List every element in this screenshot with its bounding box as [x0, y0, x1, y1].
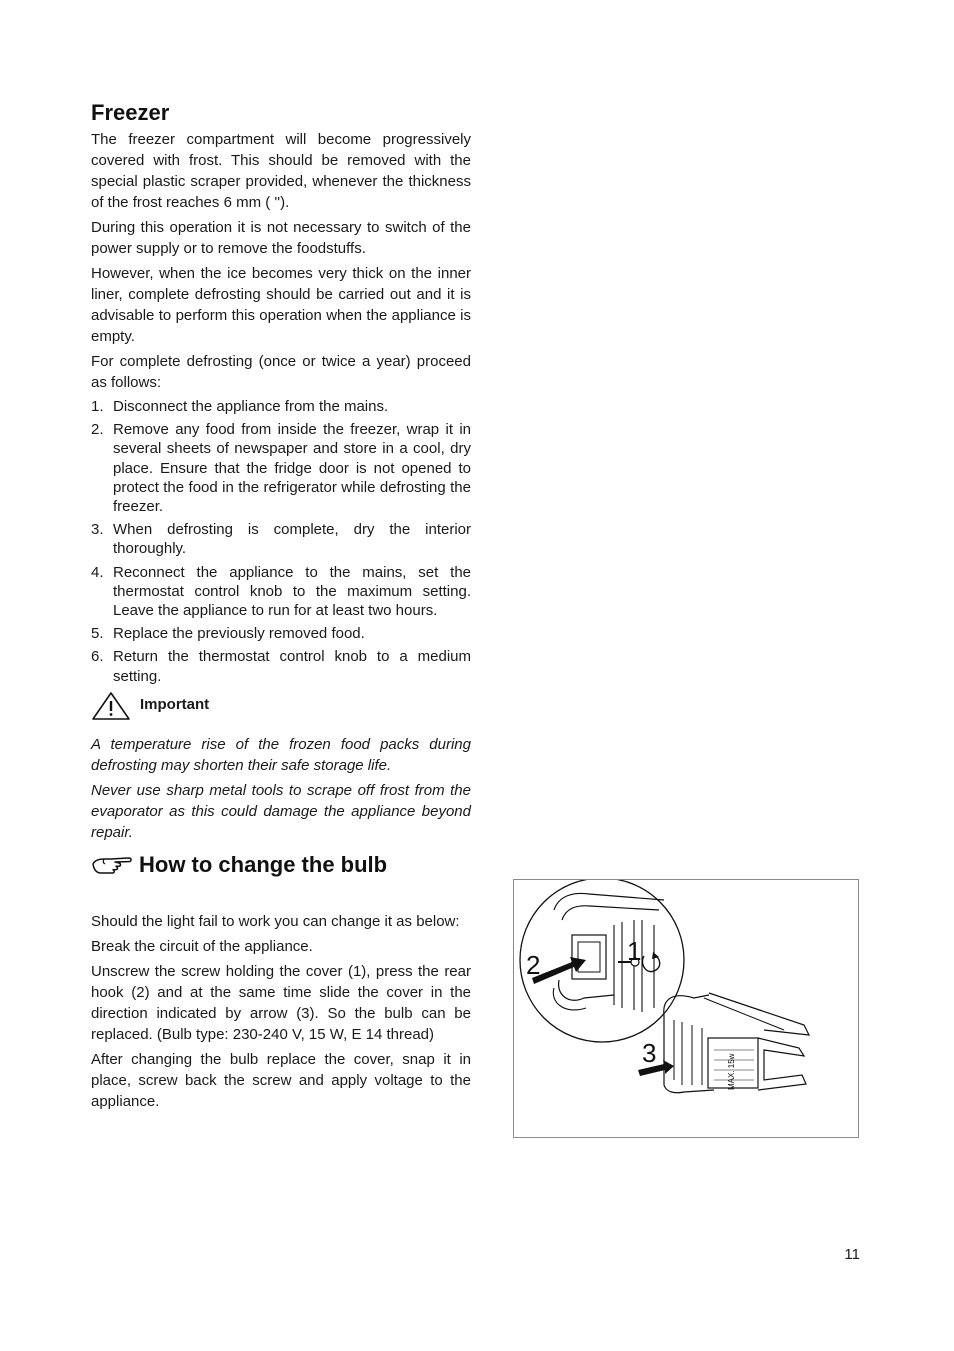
- defrost-step: [91, 520, 471, 558]
- step-number: 5.: [91, 625, 104, 643]
- freezer-heading: Freezer: [91, 100, 170, 125]
- defrost-step: [91, 647, 471, 685]
- step-number: 1.: [91, 398, 104, 415]
- important-notice: [91, 692, 471, 726]
- warning-text: Never use sharp metal tools to scrape off frost from the evaporator as this could damage the appliance beyond repair.: [91, 781, 471, 841]
- step-text: Remove any food from inside the freezer, wrap it in several sheets of newspaper and store in a cool, dry place. Ensure that the fridge door is not opened to protect the food in the refrigerator while defrosting the freezer.: [113, 421, 471, 516]
- freezer-paragraph: For complete defrosting (once or twice a year) proceed as follows:: [91, 353, 471, 391]
- bulb-paragraph: Break the circuit of the appliance.: [91, 938, 313, 955]
- freezer-paragraph: During this operation it is not necessary to switch of the power supply or to remove the foodstuffs.: [91, 219, 471, 257]
- defrost-step: [91, 563, 471, 621]
- defrost-step: [91, 397, 471, 416]
- step-number: 3.: [91, 521, 104, 539]
- defrost-step: [91, 624, 471, 643]
- bulb-paragraph: After changing the bulb replace the cover, snap it in place, screw back the screw and apply voltage to the appliance.: [91, 1051, 471, 1110]
- warning-text: A temperature rise of the frozen food packs during defrosting may shorten their safe storage life.: [91, 735, 471, 774]
- step-text: Reconnect the appliance to the mains, set the thermostat control knob to the maximum setting. Leave the appliance to run for at least two hours.: [113, 563, 471, 620]
- step-text: Replace the previously removed food.: [113, 625, 365, 643]
- figure-cover-marking: MAX. 15w: [727, 1053, 736, 1090]
- bulb-paragraph: Should the light fail to work you can change it as below:: [91, 913, 460, 930]
- step-text: Return the thermostat control knob to a medium setting.: [113, 648, 471, 685]
- step-text: When defrosting is complete, dry the interior thoroughly.: [113, 521, 471, 558]
- figure-label-2: 2: [526, 950, 541, 980]
- figure-label-3: 3: [642, 1038, 657, 1068]
- defrost-step: [91, 420, 471, 516]
- step-number: 6.: [91, 648, 104, 666]
- step-text: Disconnect the appliance from the mains.: [113, 398, 389, 415]
- important-label: Important: [140, 696, 210, 714]
- freezer-paragraph: The freezer compartment will become progressively covered with frost. This should be removed with the special plastic scraper provided, whenever the thickness of the frost reaches 6 mm ( '').: [91, 131, 471, 211]
- pointing-hand-icon: [91, 852, 133, 883]
- step-number: 2.: [91, 421, 104, 439]
- bulb-heading-row: [91, 846, 471, 883]
- bulb-paragraph: Unscrew the screw holding the cover (1), press the rear hook (2) and at the same time slide the cover in the direction indicated by arrow (3). So the bulb can be replaced. (Bulb type: 230-240 V, 15 W, E 14 thread): [91, 963, 471, 1043]
- bulb-heading: How to change the bulb: [139, 851, 388, 877]
- bulb-replacement-illustration: [513, 879, 859, 1138]
- freezer-paragraph: However, when the ice becomes very thick on the inner liner, complete defrosting should be carried out and it is advisable to perform this operation when the appliance is empty.: [91, 265, 471, 345]
- page-number: 11: [844, 1246, 860, 1263]
- bulb-section: [91, 846, 471, 1116]
- freezer-section: [91, 100, 471, 847]
- defrost-steps-list: [91, 397, 471, 686]
- step-number: 4.: [91, 563, 104, 581]
- warning-triangle-icon: [91, 690, 131, 727]
- figure-label-1: 1: [627, 936, 642, 966]
